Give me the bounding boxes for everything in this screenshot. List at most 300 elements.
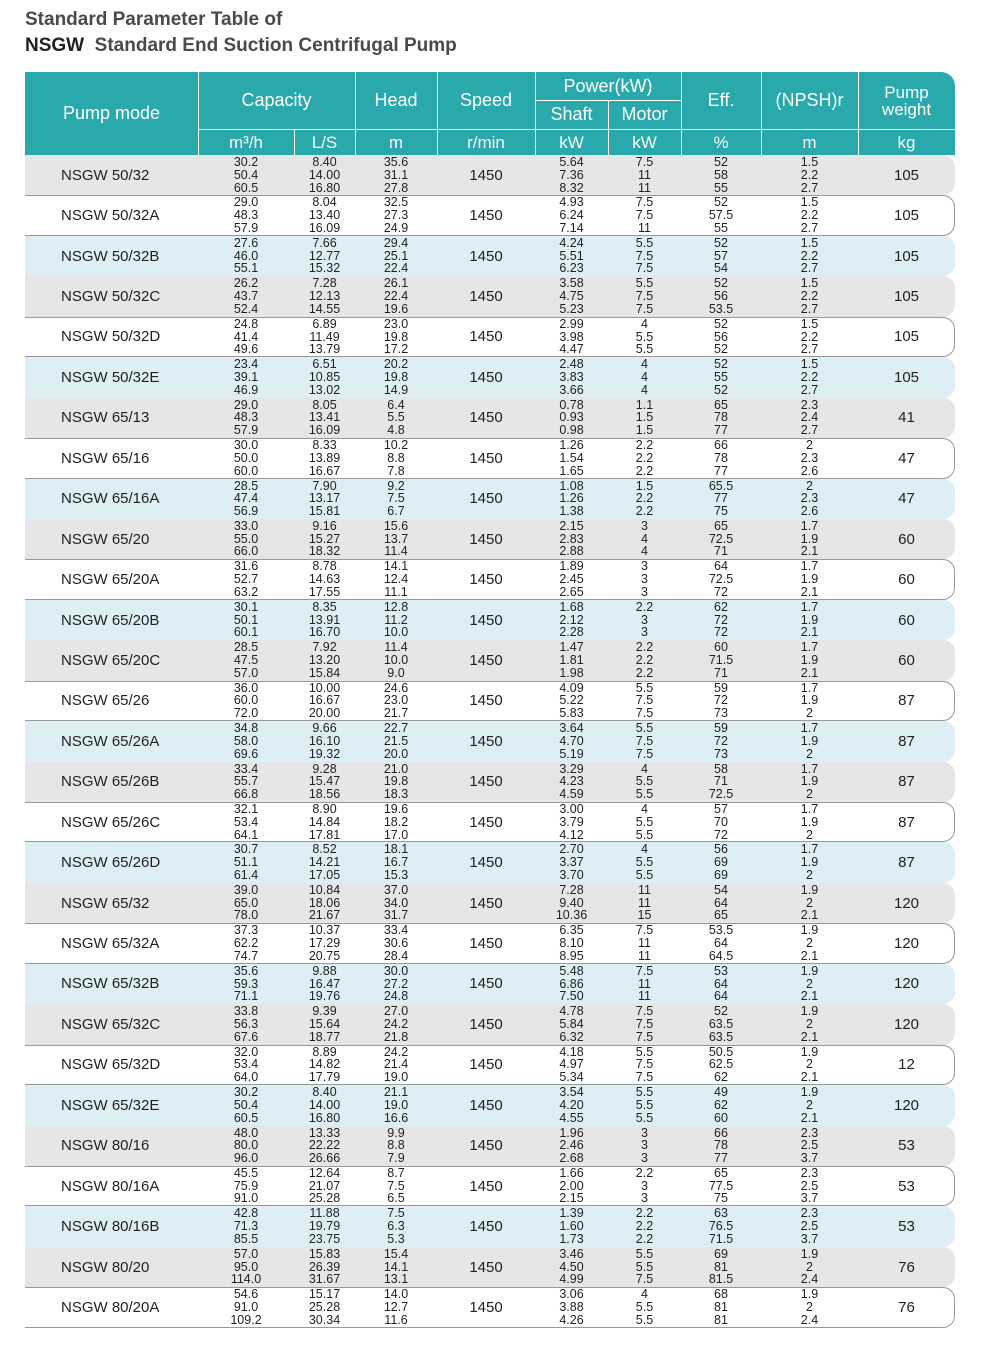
m3h-cell — [198, 1288, 294, 1326]
npsh-value: 2.3 — [800, 450, 819, 465]
shaft-cell — [535, 196, 608, 234]
npsh-value: 1.7 — [800, 518, 819, 533]
pump-mode-cell: NSGW 50/32C — [61, 288, 161, 306]
motor-value: 11 — [638, 948, 651, 963]
eff-value: 70 — [714, 814, 728, 829]
motor-value: 5.5 — [635, 855, 654, 870]
head-value: 15.3 — [383, 867, 409, 882]
motor-cell — [608, 1167, 681, 1205]
m3h-value: 41.4 — [233, 329, 259, 344]
table-row — [25, 155, 955, 195]
ls-cell — [294, 277, 355, 315]
shaft-cell — [535, 1005, 608, 1043]
motor-cell — [608, 924, 681, 962]
eff-value: 77 — [714, 1151, 728, 1165]
motor-value: 5.5 — [635, 276, 654, 291]
ls-value: 17.55 — [308, 584, 341, 599]
shaft-value: 4.99 — [559, 1272, 584, 1287]
ls-value: 8.40 — [312, 155, 337, 169]
m3h-cell — [198, 1086, 294, 1124]
npsh-value: 1.5 — [800, 195, 819, 210]
motor-value: 4 — [641, 802, 648, 816]
table-row — [25, 681, 955, 721]
m3h-value: 75.9 — [233, 1178, 259, 1193]
motor-value: 5.5 — [635, 329, 654, 344]
m3h-cell — [198, 196, 294, 234]
eff-value: 55 — [714, 220, 728, 235]
ls-cell — [294, 1005, 355, 1043]
eff-value: 77 — [714, 423, 728, 438]
ls-cell — [294, 1127, 355, 1165]
motor-value: 4 — [641, 544, 648, 559]
m3h-value: 37.3 — [233, 923, 259, 938]
m3h-value: 91.0 — [233, 1191, 259, 1206]
ls-value: 20.00 — [308, 706, 341, 721]
npsh-value: 2.4 — [800, 410, 819, 425]
ls-value: 7.28 — [312, 276, 337, 291]
head-value: 11.4 — [384, 640, 408, 655]
m3h-value: 64.0 — [233, 1070, 259, 1085]
eff-value: 59 — [714, 721, 728, 736]
npsh-value: 2 — [806, 1300, 813, 1314]
ls-value: 14.21 — [308, 855, 341, 870]
m3h-cell — [198, 924, 294, 962]
npsh-value: 2 — [806, 706, 813, 721]
table-row — [25, 762, 955, 802]
eff-cell — [681, 399, 761, 437]
m3h-value: 52.7 — [233, 572, 259, 587]
head-cell — [355, 399, 437, 437]
motor-value: 4 — [641, 369, 648, 384]
npsh-value: 1.9 — [800, 882, 819, 897]
m3h-value: 26.2 — [233, 276, 259, 291]
npsh-value: 2.2 — [800, 248, 819, 263]
m3h-value: 50.1 — [233, 612, 259, 627]
ls-cell — [294, 156, 355, 194]
npsh-value: 2.1 — [800, 584, 819, 599]
head-value: 31.7 — [383, 908, 409, 923]
table-row — [25, 317, 955, 357]
head-value: 8.8 — [387, 1138, 405, 1153]
ls-value: 8.90 — [312, 802, 337, 816]
head-value: 6.5 — [387, 1191, 405, 1206]
npsh-value: 2.7 — [800, 301, 819, 316]
eff-value: 72 — [714, 584, 728, 599]
motor-value: 7.5 — [635, 1272, 654, 1287]
ls-value: 20.75 — [308, 948, 341, 963]
npsh-value: 1.9 — [800, 653, 819, 667]
ls-cell — [294, 722, 355, 760]
shaft-cell — [535, 277, 608, 315]
motor-value: 2.2 — [635, 1206, 654, 1221]
pump-mode-cell: NSGW 65/16A — [61, 490, 160, 508]
m3h-value: 32.0 — [233, 1044, 259, 1059]
motor-value: 2.2 — [635, 1231, 654, 1246]
shaft-value: 7.14 — [559, 220, 584, 235]
ls-value: 8.04 — [312, 195, 337, 210]
head-value: 35.6 — [383, 155, 409, 169]
eff-value: 55 — [714, 180, 728, 195]
ls-value: 7.66 — [312, 235, 337, 250]
table-row — [25, 519, 955, 559]
speed-cell: 1450 — [469, 854, 503, 872]
ls-value: 8.35 — [312, 599, 337, 614]
m3h-cell — [198, 480, 294, 518]
shaft-value: 4.70 — [559, 733, 584, 748]
shaft-cell — [535, 480, 608, 518]
m3h-value: 49.6 — [233, 342, 259, 357]
ls-value: 8.89 — [312, 1044, 337, 1059]
m3h-cell — [198, 1127, 294, 1165]
shaft-value: 4.12 — [559, 827, 584, 842]
npsh-value: 2.3 — [800, 1206, 819, 1221]
unit-eff-pct: % — [713, 132, 729, 152]
motor-value: 2.2 — [635, 491, 654, 506]
eff-value: 78 — [714, 450, 728, 465]
npsh-cell — [761, 924, 858, 962]
shaft-cell — [535, 601, 608, 639]
npsh-value: 2.7 — [800, 423, 819, 438]
motor-value: 5.5 — [635, 1097, 654, 1112]
pump-mode-cell: NSGW 80/20 — [61, 1258, 150, 1276]
motor-cell — [608, 763, 681, 801]
npsh-value: 1.9 — [800, 814, 819, 829]
npsh-value: 2.6 — [800, 463, 819, 478]
head-cell — [355, 560, 437, 598]
m3h-value: 39.0 — [233, 882, 259, 897]
m3h-value: 114.0 — [230, 1272, 262, 1287]
m3h-cell — [198, 560, 294, 598]
table-row — [25, 236, 955, 276]
shaft-cell — [535, 520, 608, 558]
head-value: 21.8 — [383, 1029, 409, 1044]
head-cell — [355, 1127, 437, 1165]
shaft-cell — [535, 965, 608, 1003]
m3h-value: 60.1 — [233, 625, 259, 640]
speed-cell: 1450 — [469, 732, 503, 750]
shaft-value: 2.99 — [559, 316, 584, 331]
m3h-value: 55.0 — [233, 531, 259, 546]
eff-value: 77 — [714, 463, 728, 478]
ls-value: 23.75 — [308, 1231, 341, 1246]
eff-cell — [681, 965, 761, 1003]
m3h-value: 47.5 — [233, 653, 259, 667]
shaft-value: 7.50 — [559, 989, 584, 1004]
m3h-value: 58.0 — [233, 733, 259, 748]
shaft-value: 1.08 — [559, 478, 584, 493]
pump-mode-cell: NSGW 65/26A — [61, 732, 160, 750]
header-power: Power(kW) — [563, 75, 653, 96]
pump-mode-cell: NSGW 65/16 — [61, 449, 150, 467]
m3h-value: 109.2 — [230, 1312, 262, 1327]
head-cell — [355, 520, 437, 558]
motor-cell — [608, 520, 681, 558]
table-row — [25, 1085, 955, 1125]
head-value: 33.4 — [383, 923, 409, 938]
head-cell — [355, 1207, 437, 1245]
ls-cell — [294, 601, 355, 639]
motor-cell — [608, 399, 681, 437]
m3h-value: 31.6 — [233, 559, 259, 574]
npsh-value: 2.2 — [800, 329, 819, 344]
npsh-value: 2 — [806, 867, 813, 882]
shaft-value: 1.66 — [559, 1165, 584, 1180]
pump-weight-cell: 120 — [893, 975, 920, 993]
table-header — [25, 72, 955, 155]
shaft-value: 5.48 — [559, 963, 584, 978]
head-value: 20.0 — [383, 746, 409, 761]
motor-value: 7.5 — [635, 1016, 654, 1031]
motor-value: 2.2 — [635, 1219, 654, 1234]
eff-value: 71 — [714, 774, 728, 789]
npsh-value: 3.7 — [800, 1151, 819, 1165]
ls-cell — [294, 843, 355, 881]
shaft-cell — [535, 641, 608, 679]
head-value: 7.5 — [387, 1178, 405, 1193]
pump-weight-cell: 47 — [898, 490, 915, 508]
m3h-cell — [198, 318, 294, 356]
head-value: 7.5 — [387, 491, 405, 506]
head-value: 14.0 — [383, 1287, 409, 1302]
head-cell — [355, 601, 437, 639]
ls-value: 16.67 — [308, 693, 341, 708]
motor-value: 3 — [641, 559, 648, 574]
ls-value: 13.20 — [308, 653, 341, 667]
m3h-cell — [198, 884, 294, 922]
shaft-value: 5.64 — [559, 155, 584, 169]
eff-value: 49 — [714, 1085, 728, 1100]
npsh-value: 1.5 — [800, 155, 819, 169]
pump-weight-cell: 105 — [893, 368, 920, 386]
shaft-cell — [535, 237, 608, 275]
motor-cell — [608, 1288, 681, 1326]
motor-cell — [608, 439, 681, 477]
shaft-value: 1.65 — [559, 463, 584, 478]
motor-value: 5.5 — [635, 814, 654, 829]
eff-value: 62 — [714, 599, 728, 614]
head-value: 30.6 — [383, 936, 409, 951]
eff-value: 71.5 — [708, 1231, 734, 1246]
head-cell — [355, 803, 437, 841]
npsh-cell — [761, 237, 858, 275]
ls-value: 13.17 — [308, 491, 341, 506]
shaft-value: 2.15 — [559, 518, 584, 533]
header-pump-mode: Pump mode — [62, 103, 161, 123]
npsh-value: 2.1 — [800, 1070, 819, 1085]
m3h-value: 71.1 — [233, 989, 259, 1004]
eff-value: 71.5 — [708, 653, 734, 667]
eff-value: 64.5 — [708, 948, 734, 963]
header-pump-weight-line2: weight — [881, 99, 932, 119]
m3h-value: 51.1 — [233, 855, 259, 870]
motor-value: 7.5 — [635, 261, 654, 276]
m3h-value: 45.5 — [233, 1165, 259, 1180]
npsh-cell — [761, 1288, 858, 1326]
m3h-value: 36.0 — [233, 680, 259, 695]
ls-cell — [294, 682, 355, 720]
table-row — [25, 1004, 955, 1044]
motor-value: 7.5 — [635, 195, 654, 210]
shaft-value: 5.84 — [559, 1016, 584, 1031]
npsh-value: 1.9 — [800, 1246, 819, 1261]
head-value: 14.9 — [383, 382, 409, 397]
npsh-value: 2.2 — [800, 369, 819, 384]
pump-mode-cell: NSGW 50/32B — [61, 247, 160, 265]
pump-weight-cell: 53 — [898, 1137, 915, 1155]
m3h-cell — [198, 439, 294, 477]
m3h-value: 35.6 — [233, 963, 259, 978]
head-value: 11.2 — [384, 612, 408, 627]
m3h-value: 23.4 — [233, 357, 259, 372]
shaft-cell — [535, 358, 608, 396]
motor-value: 4 — [641, 316, 648, 331]
eff-value: 81.5 — [708, 1272, 734, 1287]
eff-value: 76.5 — [708, 1219, 734, 1234]
eff-cell — [681, 1248, 761, 1286]
pump-weight-cell: 60 — [898, 611, 915, 629]
npsh-cell — [761, 1046, 858, 1084]
head-cell — [355, 196, 437, 234]
npsh-cell — [761, 641, 858, 679]
speed-cell: 1450 — [469, 247, 503, 265]
npsh-value: 2.1 — [800, 665, 819, 680]
npsh-value: 2.3 — [800, 1125, 819, 1140]
motor-value: 11 — [638, 989, 651, 1004]
head-value: 10.0 — [383, 653, 409, 667]
ls-value: 10.85 — [308, 369, 341, 384]
m3h-value: 33.8 — [233, 1004, 259, 1019]
ls-value: 19.79 — [308, 1219, 341, 1234]
m3h-value: 30.0 — [233, 438, 259, 453]
shaft-value: 5.51 — [559, 248, 584, 263]
eff-value: 75 — [714, 504, 728, 518]
head-value: 23.0 — [383, 693, 409, 708]
npsh-value: 2.1 — [800, 1110, 819, 1125]
table-row — [25, 1247, 955, 1287]
pump-mode-cell: NSGW 65/32D — [61, 1056, 161, 1074]
head-value: 14.1 — [383, 1259, 409, 1274]
ls-value: 16.67 — [308, 463, 341, 478]
m3h-value: 60.0 — [233, 693, 259, 708]
shaft-value: 1.81 — [559, 653, 584, 667]
npsh-value: 1.7 — [800, 842, 819, 857]
ls-value: 25.28 — [308, 1191, 341, 1206]
ls-value: 16.09 — [308, 220, 341, 235]
head-value: 27.8 — [383, 180, 409, 195]
title-model: NSGW — [25, 35, 85, 56]
motor-value: 7.5 — [635, 1004, 654, 1019]
motor-cell — [608, 803, 681, 841]
eff-value: 57 — [714, 802, 728, 816]
m3h-value: 55.1 — [233, 261, 259, 276]
m3h-cell — [198, 237, 294, 275]
shaft-cell — [535, 763, 608, 801]
eff-value: 71 — [714, 544, 728, 559]
shaft-value: 9.40 — [559, 895, 584, 910]
m3h-value: 33.4 — [233, 761, 259, 776]
ls-value: 14.55 — [308, 301, 341, 316]
eff-cell — [681, 641, 761, 679]
ls-cell — [294, 1086, 355, 1124]
head-cell — [355, 1248, 437, 1286]
motor-value: 5.5 — [635, 235, 654, 250]
speed-cell: 1450 — [469, 651, 503, 669]
npsh-value: 1.5 — [800, 235, 819, 250]
motor-value: 7.5 — [635, 248, 654, 263]
motor-cell — [608, 1046, 681, 1084]
eff-value: 65 — [714, 518, 728, 533]
ls-value: 8.78 — [312, 559, 337, 574]
head-cell — [355, 763, 437, 801]
m3h-cell — [198, 358, 294, 396]
head-cell — [355, 924, 437, 962]
ls-value: 21.07 — [308, 1178, 341, 1193]
shaft-value: 3.83 — [559, 369, 584, 384]
npsh-value: 1.5 — [800, 357, 819, 372]
ls-value: 8.40 — [312, 1085, 337, 1100]
ls-value: 7.90 — [312, 478, 337, 493]
table-row — [25, 1045, 955, 1085]
eff-cell — [681, 884, 761, 922]
header-npsh: (NPSH)r — [775, 90, 844, 110]
pump-mode-cell: NSGW 65/20 — [61, 530, 150, 548]
shaft-value: 4.23 — [559, 774, 584, 789]
shaft-value: 1.89 — [559, 559, 584, 574]
head-value: 27.2 — [383, 976, 409, 991]
eff-value: 78 — [714, 410, 728, 425]
shaft-value: 1.98 — [559, 665, 584, 680]
motor-cell — [608, 843, 681, 881]
table-row — [25, 721, 955, 761]
pump-mode-cell: NSGW 50/32 — [61, 166, 150, 184]
ls-cell — [294, 1248, 355, 1286]
pump-mode-cell: NSGW 65/32B — [61, 975, 160, 993]
ls-value: 9.28 — [312, 761, 337, 776]
motor-value: 2.2 — [635, 665, 654, 680]
npsh-cell — [761, 1248, 858, 1286]
m3h-value: 60.5 — [233, 180, 259, 195]
eff-value: 53 — [714, 963, 728, 978]
eff-value: 62 — [714, 1070, 728, 1085]
eff-value: 58 — [714, 167, 728, 182]
m3h-value: 27.6 — [233, 235, 259, 250]
ls-value: 8.05 — [312, 397, 337, 412]
ls-value: 13.89 — [308, 450, 341, 465]
unit-shaft-kw: kW — [559, 132, 584, 152]
head-value: 22.4 — [383, 289, 409, 304]
speed-cell: 1450 — [469, 692, 503, 710]
ls-value: 11.88 — [309, 1206, 340, 1221]
head-value: 17.2 — [383, 342, 409, 357]
shaft-value: 2.28 — [559, 625, 584, 640]
m3h-value: 50.4 — [233, 167, 259, 182]
npsh-cell — [761, 722, 858, 760]
npsh-cell — [761, 965, 858, 1003]
head-value: 30.0 — [383, 963, 409, 978]
shaft-value: 0.78 — [559, 397, 584, 412]
head-value: 24.6 — [383, 680, 409, 695]
motor-value: 1.5 — [635, 478, 654, 493]
eff-value: 72 — [714, 612, 728, 627]
shaft-value: 3.98 — [559, 329, 584, 344]
motor-cell — [608, 358, 681, 396]
npsh-cell — [761, 399, 858, 437]
npsh-value: 1.9 — [800, 855, 819, 870]
ls-value: 14.84 — [308, 814, 341, 829]
shaft-value: 4.20 — [559, 1097, 584, 1112]
head-cell — [355, 682, 437, 720]
npsh-value: 1.9 — [800, 963, 819, 978]
